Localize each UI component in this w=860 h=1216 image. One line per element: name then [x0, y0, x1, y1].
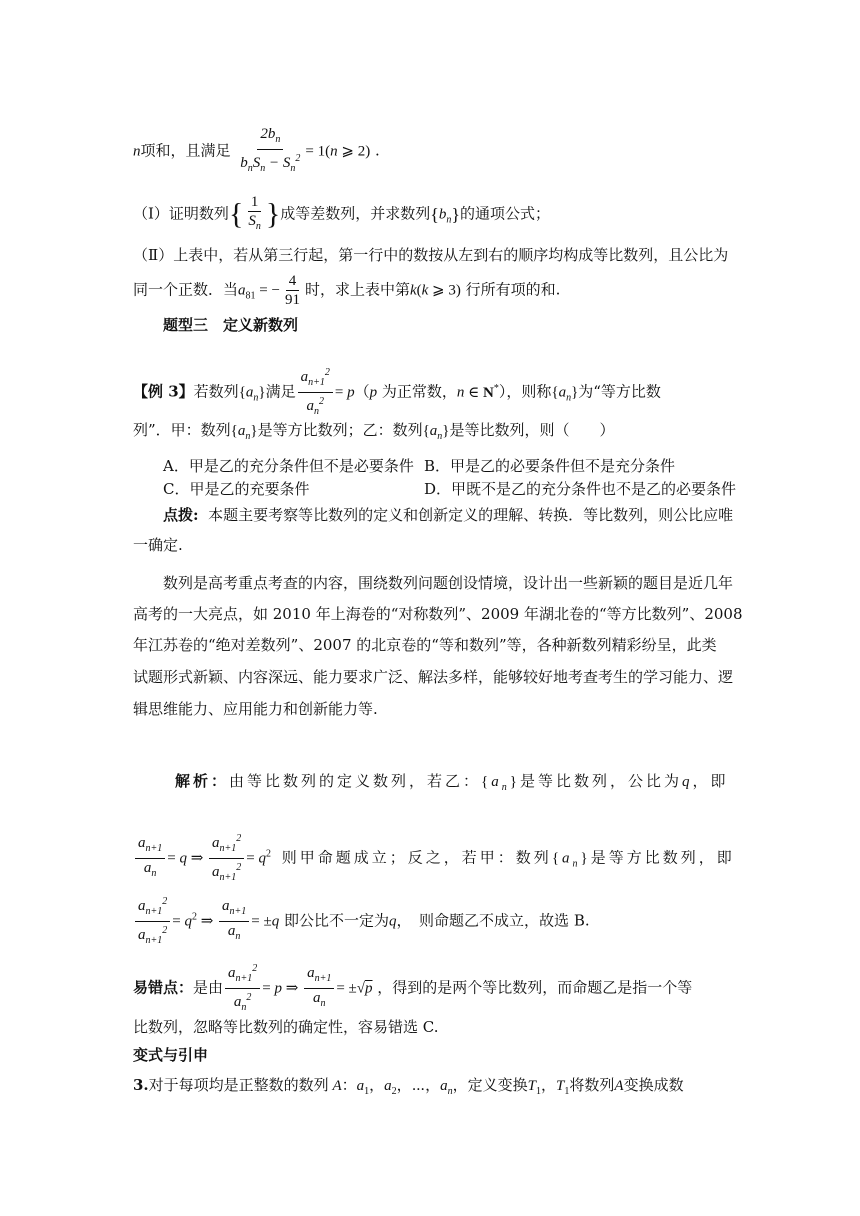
solution-line2: $\frac{a_{n+1}}{a_n}$ = q ⇒ $\frac{a_{n+1}^2}{a_{n+1}^2}$ = $q^2$ 则甲命题成立；反之，若甲：数列$\{a_n\}$是等方比数列，即: [133, 830, 733, 887]
option-c: C．甲是乙的充要条件: [163, 480, 310, 498]
line-sum-condition: n项和，且满足 $\frac{2b_n}{b_nS_n - S_n^2}$ = 1(n ⩾ 2) .: [133, 125, 733, 178]
line-part-2-cont: 同一个正数．当$a_{81}$ = − $\frac{4}{91}$ 时，求上表中第k(k ⩾ 3) 行所有项的和.: [133, 273, 561, 308]
paragraph-line1: 数列是高考重点考查的内容，围绕数列问题创设情境，设计出一些新颖的题目是近几年: [163, 574, 734, 592]
paragraph-line5: 辑思维能力、应用能力和创新能力等.: [133, 700, 378, 718]
variant-heading: 变式与引申: [133, 1046, 209, 1064]
error-point-line2: 比数列，忽略等比数列的确定性，容易错选 C.: [133, 1018, 439, 1036]
option-b: B．甲是乙的必要条件但不是充分条件: [424, 457, 676, 475]
option-d: D．甲既不是乙的充分条件也不是乙的必要条件: [424, 480, 737, 498]
solution-line1: 解析：由等比数列的定义数列，若乙：$\{a_n\}$是等比数列，公比为q，即: [175, 772, 729, 793]
fraction-2bn: $\frac{2b_n}{b_nS_n - S_n^2}$: [240, 126, 301, 174]
paragraph-line2: 高考的一大亮点，如 2010 年上海卷的“对称数列”、2009 年湖北卷的“等方比数列”、2008: [133, 605, 743, 623]
example-3-line2: 列”．甲：数列$\{a_n\}$是等方比数列；乙：数列$\{a_n\}$是等比数列，则（ ）: [133, 421, 615, 442]
option-a: A．甲是乙的充分条件但不是必要条件: [163, 457, 414, 475]
hint-line1: 点拨: 本题主要考察等比数列的定义和创新定义的理解、转换．等比数列，则公比应唯: [163, 506, 734, 524]
section-heading: 题型三 定义新数列: [163, 316, 299, 334]
paragraph-line4: 试题形式新颖、内容深远、能力要求广泛、解法多样，能够较好地考查考生的学习能力、逻: [133, 668, 734, 686]
solution-line3: $\frac{a_{n+1}^2}{a_{n+1}^2}$ = $q^2$ ⇒ $\frac{a_{n+1}}{a_n}$ = ±q 即公比不一定为q， 则命题乙不成立，故选 B.: [133, 893, 733, 950]
line-part-1: （Ⅰ）证明数列{ $\frac{1}{S_n}$ }成等差数列，并求数列$\{b_n\}$的通项公式；: [133, 194, 551, 232]
error-point-line1: 易错点：是由 $\frac{a_{n+1}^2}{a_n^2}$ = p ⇒ $\frac{a_{n+1}}{a_n}$ = ±√p ，得到的是两个等比数列，而命题乙是指一个等: [133, 960, 733, 1017]
hint-line2: 一确定.: [133, 536, 183, 554]
paragraph-line3: 年江苏卷的“绝对差数列”、2007 的北京卷的“等和数列”等，各种新数列精彩纷呈，此类: [133, 636, 717, 654]
question-3: 3.对于每项均是正整数的数列 A：$a_1$，$a_2$，⋯，$a_n$，定义变换$T_1$，$T_1$将数列A变换成数: [133, 1076, 684, 1097]
line-part-2: （Ⅱ）上表中，若从第三行起，第一行中的数按从左到右的顺序均构成等比数列，且公比为: [133, 246, 729, 264]
example-3-line1: 【例 3】若数列$\{a_n\}$满足 $\frac{a_{n+1}^2}{a_n^2}$ = p（p 为正常数，n ∈ N*），则称$\{a_n\}$为“等方比数: [133, 364, 733, 421]
